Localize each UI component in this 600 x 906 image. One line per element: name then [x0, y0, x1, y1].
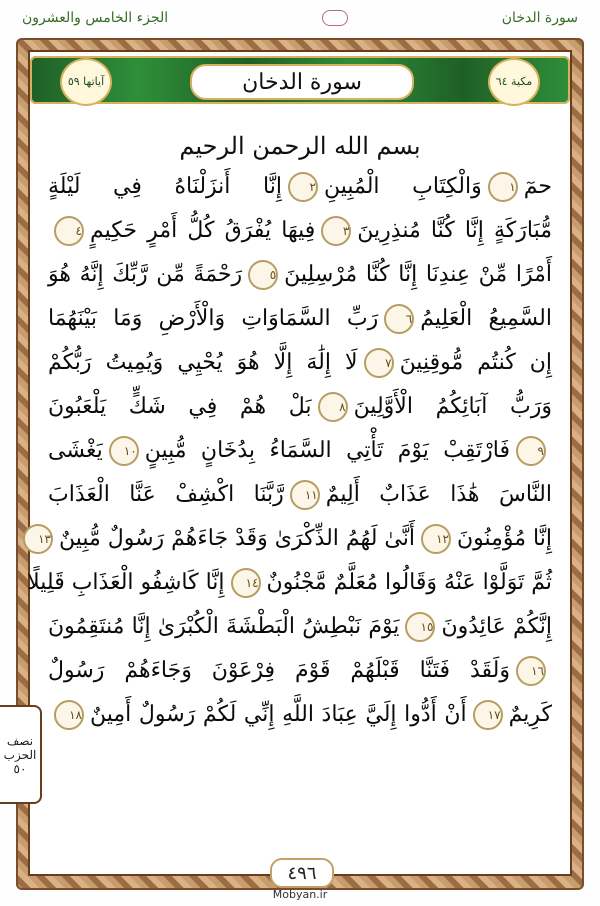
top-header — [0, 0, 600, 36]
ayah-marker: ٨ — [318, 392, 348, 422]
ayah-marker: ٦ — [384, 304, 414, 334]
side-marker-line2: الحزب — [3, 747, 37, 762]
ayah-marker: ٢ — [288, 172, 318, 202]
ayah-marker: ١٠ — [109, 436, 139, 466]
medallion-right: مكية ٦٤ — [488, 58, 540, 106]
medallion-left: آياتها ٥٩ — [60, 58, 112, 106]
verse-line: وَرَبُّ آبَائِكُمُ الْأَوَّلِينَ٨بَلْ هُمْ فِي شَكٍّ يَلْعَبُونَ — [48, 385, 552, 429]
ayah-marker: ١٤ — [231, 568, 261, 598]
ayah-marker: ١٧ — [473, 700, 503, 730]
header-left-text: الجزء الخامس والعشرون — [22, 10, 169, 26]
verse-line: مُّبَارَكَةٍ إِنَّا كُنَّا مُنذِرِينَ٣فِيهَا يُفْرَقُ كُلُّ أَمْرٍ حَكِيمٍ٤ — [48, 209, 552, 253]
verse-line: إِنَّكُمْ عَائِدُونَ١٥يَوْمَ نَبْطِشُ الْبَطْشَةَ الْكُبْرَىٰ إِنَّا مُنتَقِمُونَ — [48, 605, 552, 649]
header-ornament — [322, 10, 348, 26]
verse-line: إِن كُنتُم مُّوقِنِينَ٧لَا إِلَٰهَ إِلَّا هُوَ يُحْيِي وَيُمِيتُ رَبُّكُمْ — [48, 341, 552, 385]
verse-line: النَّاسَ هَٰذَا عَذَابٌ أَلِيمٌ١١رَّبَّنَا اكْشِفْ عَنَّا الْعَذَابَ — [48, 473, 552, 517]
ayah-marker: ١١ — [290, 480, 320, 510]
ayah-marker: ١٦ — [516, 656, 546, 686]
ayah-marker: ١٨ — [54, 700, 84, 730]
hizb-side-marker — [0, 705, 42, 804]
ayah-marker: ١٥ — [405, 612, 435, 642]
ayah-marker: ١٣ — [23, 524, 53, 554]
verse-lines — [27, 165, 553, 737]
verse-line: إِنَّا مُؤْمِنُونَ١٢أَنَّىٰ لَهُمُ الذِّكْرَىٰ وَقَدْ جَاءَهُمْ رَسُولٌ مُّبِينٌ١٣ — [48, 517, 552, 561]
ayah-marker: ٩ — [516, 436, 546, 466]
side-marker-line3: ٥٠ — [13, 761, 27, 776]
page-number: ٤٩٦ — [270, 858, 334, 888]
verse-line: ١٦وَلَقَدْ فَتَنَّا قَبْلَهُمْ قَوْمَ فِرْعَوْنَ وَجَاءَهُمْ رَسُولٌ — [48, 649, 552, 693]
verse-line: كَرِيمٌ١٧أَنْ أَدُّوا إِلَيَّ عِبَادَ اللَّهِ إِنِّي لَكُمْ رَسُولٌ أَمِينٌ١٨ — [48, 693, 552, 737]
watermark: Mobyan.ir — [272, 888, 328, 901]
verse-line: السَّمِيعُ الْعَلِيمُ٦رَبِّ السَّمَاوَاتِ وَالْأَرْضِ وَمَا بَيْنَهُمَا — [48, 297, 552, 341]
ayah-marker: ١٢ — [421, 524, 451, 554]
side-marker-line1: نصف — [6, 733, 34, 748]
header-right-text: سورة الدخان — [501, 10, 578, 26]
surah-title: سورة الدخان — [190, 64, 414, 100]
ayah-marker: ٤ — [54, 216, 84, 246]
basmala: بسم الله الرحمن الرحيم — [179, 132, 421, 160]
verse-line: ثُمَّ تَوَلَّوْا عَنْهُ وَقَالُوا مُعَلَّمٌ مَّجْنُونٌ١٤إِنَّا كَاشِفُو الْعَذَابِ قَلِيلًا — [48, 561, 552, 605]
ayah-marker: ١ — [488, 172, 518, 202]
verse-line: حمٓ١وَالْكِتَابِ الْمُبِينِ٢إِنَّا أَنزَلْنَاهُ فِي لَيْلَةٍ — [48, 165, 552, 209]
ayah-marker: ٣ — [321, 216, 351, 246]
ayah-marker: ٥ — [248, 260, 278, 290]
ayah-marker: ٧ — [364, 348, 394, 378]
verse-line: أَمْرًا مِّنْ عِندِنَا إِنَّا كُنَّا مُرْسِلِينَ٥رَحْمَةً مِّن رَّبِّكَ إِنَّهُ هُوَ — [48, 253, 552, 297]
verse-line: ٩فَارْتَقِبْ يَوْمَ تَأْتِي السَّمَاءُ بِدُخَانٍ مُّبِينٍ١٠يَغْشَى — [48, 429, 552, 473]
